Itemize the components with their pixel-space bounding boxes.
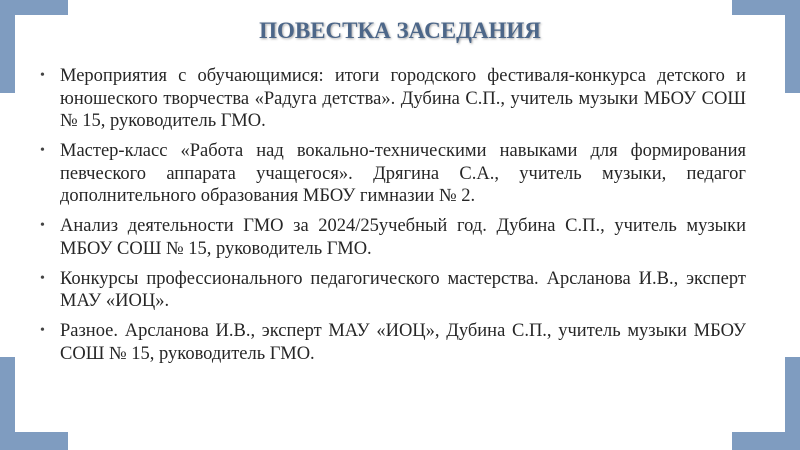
corner-top-left-v [0,0,15,93]
bullet-icon: • [40,68,45,83]
bullet-icon: • [40,323,45,338]
agenda-list [38,65,746,373]
agenda-item-text: Мероприятия с обучающимися: итоги городского фестиваля-конкурса детского и юношеского творчества «Радуга детства». Дубина С.П., учитель музыки МБОУ СОШ № 15, руководитель ГМО. [60,66,746,131]
bullet-icon: • [40,270,45,286]
agenda-item [38,215,746,260]
bullet-icon: • [40,143,45,158]
agenda-item-text: Разное. Арсланова И.В., эксперт МАУ «ИОЦ», Дубина С.П., учитель музыки МБОУ СОШ № 15, руководитель ГМО. [60,321,746,364]
agenda-item [38,65,746,133]
corner-bottom-left-h [0,432,68,450]
agenda-item-text: Конкурсы профессионального педагогического мастерства. Арсланова И.В., эксперт МАУ «ИОЦ». [60,268,746,311]
agenda-item-text: Анализ деятельности ГМО за 2024/25учебный год. Дубина С.П., учитель музыки МБОУ СОШ № 15, руководитель ГМО. [60,216,746,259]
corner-top-right-v [785,0,800,93]
agenda-item [38,140,746,208]
agenda-item [38,268,746,313]
bullet-icon: • [40,218,45,233]
agenda-item-text: Мастер-класс «Работа над вокально-техническими навыками для формирования певческого аппарата учащегося». Дрягина С.А., учитель музыки, педагог дополнительного образования МБОУ гимназии № 2. [60,141,746,206]
slide-title: ПОВЕСТКА ЗАСЕДАНИЯ [259,18,541,43]
corner-bottom-right-h [732,432,800,450]
agenda-item [38,320,746,365]
